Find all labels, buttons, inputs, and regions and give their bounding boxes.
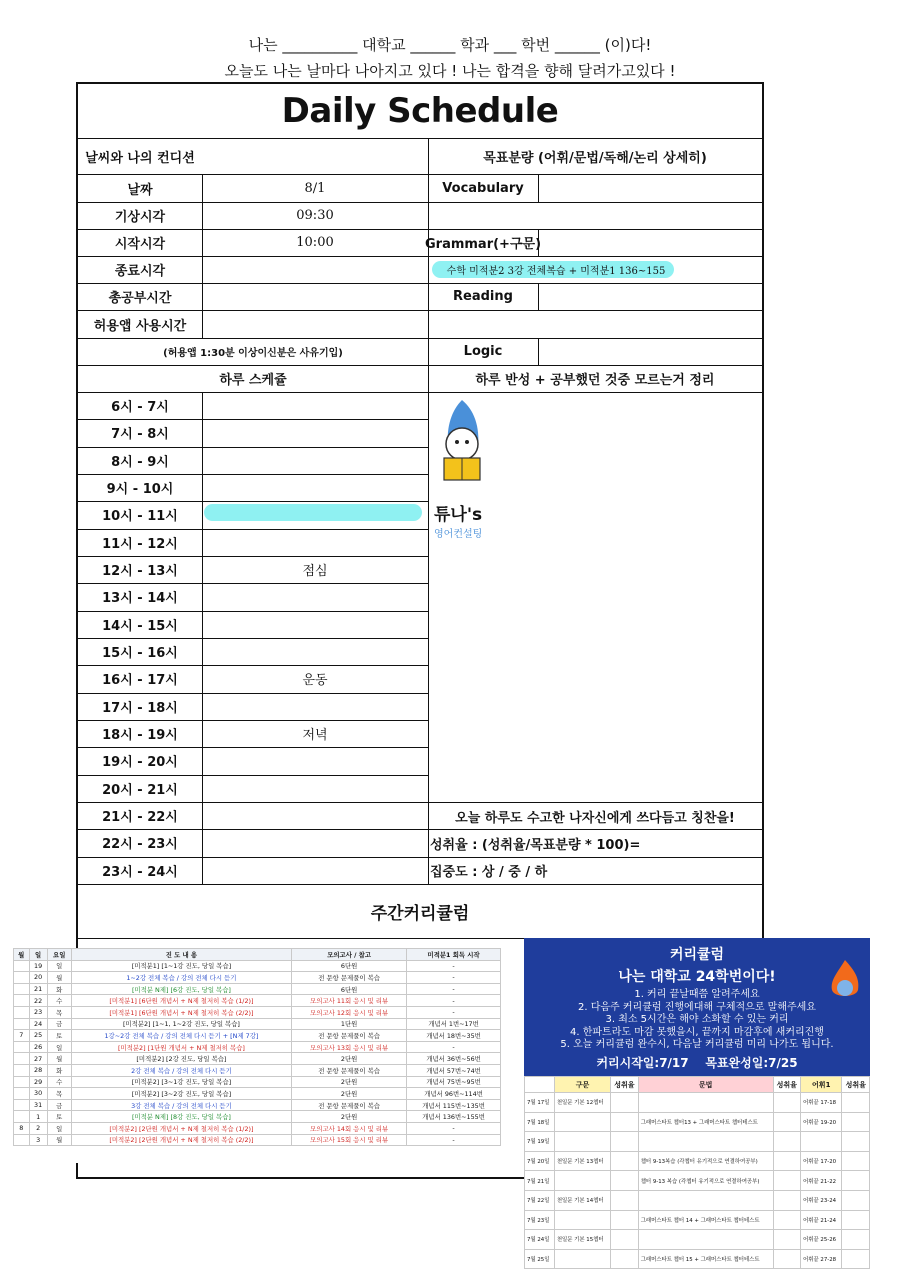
table-cell [611, 1132, 639, 1152]
table-row [525, 1190, 870, 1210]
table-cell: 개념서 18번~35번 [407, 1030, 501, 1042]
table-cell: 그래머스타트 챕터 15 + 그래머스타트 챕터테스트 [638, 1249, 773, 1269]
promo-header: 어휘1 [801, 1077, 842, 1093]
curriculum-table-image [13, 948, 501, 1163]
table-cell [611, 1190, 639, 1210]
table-cell: 전 문항 문제풀이 복습 [292, 1099, 407, 1111]
grammar-label: Grammar(+구문) [424, 237, 542, 252]
promo-header: 성취율 [842, 1077, 870, 1093]
table-cell: 22 [29, 995, 47, 1007]
table-cell [611, 1151, 639, 1171]
table-row [14, 1030, 501, 1042]
table-cell: 2단원 [292, 1076, 407, 1088]
table-cell: 모의고사 15회 응시 및 리뷰 [292, 1134, 407, 1146]
table-row [14, 960, 501, 972]
table-cell [638, 1132, 773, 1152]
hour-label: 12시 - 13시 [102, 564, 178, 580]
table-row [525, 1151, 870, 1171]
table-row [14, 1134, 501, 1146]
hour-label: 6시 - 7시 [111, 400, 169, 416]
table-cell: 20 [29, 972, 47, 984]
table-cell: 어휘끝 19-20 [801, 1112, 842, 1132]
table-cell [611, 1112, 639, 1132]
table-cell: 26 [29, 1041, 47, 1053]
table-cell: [미적분2] [3~2강 진도, 당일 복습] [71, 1088, 291, 1100]
table-row [14, 1122, 501, 1134]
promo-header: 성취율 [773, 1077, 801, 1093]
curriculum-header: 월 [14, 949, 30, 961]
table-cell: 1강~2강 전체 복습 / 강의 전체 다시 듣기 + [N제 7강] [71, 1030, 291, 1042]
table-cell: 수 [47, 1076, 71, 1088]
promo-header: 성취율 [611, 1077, 639, 1093]
table-row [14, 1076, 501, 1088]
start-time-value[interactable]: 10:00 [296, 235, 334, 250]
table-cell: 28 [29, 1064, 47, 1076]
hour-label: 16시 - 17시 [102, 673, 178, 689]
table-cell: [미적분2] [2단원 개념서 + N제 철저히 복습 (1/2)] [71, 1122, 291, 1134]
table-cell: 화 [47, 983, 71, 995]
hour-label: 17시 - 18시 [102, 700, 178, 716]
logo-name: 튜나's [434, 505, 483, 525]
date-label: 날짜 [127, 182, 153, 198]
table-cell: - [407, 972, 501, 984]
table-cell: 개념서 115번~135번 [407, 1099, 501, 1111]
table-cell [842, 1112, 870, 1132]
table-cell: 어휘끝 25-26 [801, 1230, 842, 1250]
table-cell: - [407, 983, 501, 995]
rule-line [202, 392, 203, 884]
table-cell: 챕터 9-13 복습 (각챕터 유기적으로 연결하여공부) [638, 1171, 773, 1191]
table-cell [842, 1210, 870, 1230]
table-cell [638, 1190, 773, 1210]
curriculum-header: 일 [29, 949, 47, 961]
table-row [525, 1132, 870, 1152]
table-cell [554, 1132, 610, 1152]
curriculum-header: 요일 [47, 949, 71, 961]
table-row [14, 1064, 501, 1076]
promo-subtitle: 나는 대학교 24학번이다! [618, 969, 776, 985]
table-cell: 어휘끝 17-18 [801, 1093, 842, 1113]
table-cell: 천일문 기본 13챕터 [554, 1151, 610, 1171]
table-cell: 7월 17일 [525, 1093, 555, 1113]
weekly-curriculum-title: 주간커리큘럼 [370, 903, 470, 924]
promo-header: 문법 [638, 1077, 773, 1093]
table-cell [14, 1111, 30, 1123]
curriculum-promo [524, 938, 870, 1264]
table-cell: 7 [14, 1030, 30, 1042]
rule-line [538, 174, 539, 202]
curriculum-header: 미적분1 회독 시작 [407, 949, 501, 961]
table-cell [14, 983, 30, 995]
promo-start: 커리시작일:7/17 [596, 1055, 689, 1070]
table-cell: 7월 18일 [525, 1112, 555, 1132]
table-row [14, 1041, 501, 1053]
hour-label: 13시 - 14시 [102, 591, 178, 607]
table-cell: 어휘끝 27-28 [801, 1249, 842, 1269]
table-cell: 3강 전체 복습 / 강의 전체 다시 듣기 [71, 1099, 291, 1111]
table-cell: 29 [29, 1076, 47, 1088]
table-row [525, 1230, 870, 1250]
start-time-label: 시작시각 [114, 237, 166, 252]
hour-note[interactable]: 점심 [302, 564, 328, 580]
schedule-header: 하루 스케쥴 [219, 373, 287, 388]
table-cell [611, 1210, 639, 1230]
fire-mascot-icon [826, 958, 864, 1002]
table-cell [611, 1230, 639, 1250]
promo-item: 4. 한파트라도 마감 못했을시, 끝까지 마감후에 새커리진행 [570, 1026, 824, 1038]
table-cell [638, 1093, 773, 1113]
table-cell: 모의고사 14회 응시 및 리뷰 [292, 1122, 407, 1134]
table-cell: - [407, 1041, 501, 1053]
table-cell: - [407, 1006, 501, 1018]
table-cell [14, 1053, 30, 1065]
table-cell: 목 [47, 1006, 71, 1018]
hour-label: 18시 - 19시 [102, 728, 178, 744]
table-cell: 일 [47, 1122, 71, 1134]
table-cell: 7월 24일 [525, 1230, 555, 1250]
table-cell: 2 [29, 1122, 47, 1134]
table-cell: 27 [29, 1053, 47, 1065]
table-cell [14, 1099, 30, 1111]
logic-label: Logic [463, 344, 503, 359]
table-cell [773, 1151, 801, 1171]
table-cell: [미적분2] [2단원 개념서 + N제 철저히 복습 (2/2)] [71, 1134, 291, 1146]
table-row [14, 1088, 501, 1100]
table-row [14, 1018, 501, 1030]
table-cell [14, 1134, 30, 1146]
goal-header: 목표분량 (어휘/문법/독해/논리 상세히) [483, 150, 707, 166]
wake-time-label: 기상시각 [114, 210, 166, 225]
table-cell: 24 [29, 1018, 47, 1030]
table-cell [611, 1093, 639, 1113]
table-cell: 금 [47, 1099, 71, 1111]
table-cell [14, 960, 30, 972]
table-cell: 전 문항 문제풀이 복습 [292, 972, 407, 984]
app-note: (허용앱 1:30분 이상이신분은 사유기입) [163, 348, 343, 359]
table-cell: 천일문 기본 15챕터 [554, 1230, 610, 1250]
table-cell: 2강 전체 복습 / 강의 전체 다시 듣기 [71, 1064, 291, 1076]
table-row [14, 1006, 501, 1018]
hour-note[interactable]: 저녁 [302, 728, 328, 744]
table-cell: 2단원 [292, 1111, 407, 1123]
table-cell [554, 1249, 610, 1269]
table-cell [611, 1249, 639, 1269]
weather-label: 날씨와 나의 컨디션 [85, 150, 195, 166]
table-row [525, 1112, 870, 1132]
table-row [14, 1111, 501, 1123]
reflect-header: 하루 반성 + 공부했던 것중 모르는거 정리 [475, 373, 715, 388]
table-cell: - [407, 1134, 501, 1146]
table-cell: 어휘끝 17-20 [801, 1151, 842, 1171]
table-cell: 그래머스타트 챕터 14 + 그래머스타트 챕터테스트 [638, 1210, 773, 1230]
reading-label: Reading [453, 289, 513, 304]
table-row [525, 1210, 870, 1230]
table-cell: 8 [14, 1122, 30, 1134]
table-cell: 30 [29, 1088, 47, 1100]
table-cell: [미적분1] [6단원 개념서 + N제 철저히 복습 (2/2)] [71, 1006, 291, 1018]
table-cell: [미적분1] [1~1강 진도, 당일 복습] [71, 960, 291, 972]
table-cell: 21 [29, 983, 47, 995]
table-cell: - [407, 1122, 501, 1134]
promo-title: 커리큘럼 [669, 947, 725, 963]
table-cell: 2단원 [292, 1053, 407, 1065]
date-value[interactable]: 8/1 [304, 180, 326, 196]
hour-label: 23시 - 24시 [102, 864, 178, 880]
table-cell: 3 [29, 1134, 47, 1146]
table-cell [14, 995, 30, 1007]
table-row [14, 972, 501, 984]
hour-label: 20시 - 21시 [102, 782, 178, 798]
table-cell: 어휘끝 21-24 [801, 1210, 842, 1230]
table-cell: 수 [47, 995, 71, 1007]
table-cell [842, 1230, 870, 1250]
table-cell [773, 1249, 801, 1269]
hour-note[interactable]: 운동 [302, 673, 328, 689]
table-cell [14, 972, 30, 984]
table-cell [14, 1076, 30, 1088]
table-cell [773, 1093, 801, 1113]
table-cell: 1 [29, 1111, 47, 1123]
promo-goal: 목표완성일:7/25 [705, 1055, 798, 1070]
hour-label: 14시 - 15시 [102, 618, 178, 634]
table-cell: 31 [29, 1099, 47, 1111]
table-cell [14, 1006, 30, 1018]
table-cell: 19 [29, 960, 47, 972]
table-cell: [미적분2] [1~1, 1~2강 진도, 당일 복습] [71, 1018, 291, 1030]
table-cell: 7월 19일 [525, 1132, 555, 1152]
table-cell: 월 [47, 972, 71, 984]
table-cell: 7월 23일 [525, 1210, 555, 1230]
curriculum-header: 진 도 내 용 [71, 949, 291, 961]
table-cell: 모의고사 11회 응시 및 리뷰 [292, 995, 407, 1007]
tuna-mascot-icon [434, 396, 494, 496]
page-title: Daily Schedule [281, 91, 559, 131]
wake-time-value[interactable]: 09:30 [296, 208, 334, 223]
table-cell: 목 [47, 1088, 71, 1100]
rule-line [538, 283, 539, 310]
table-cell: 6단원 [292, 960, 407, 972]
table-cell: 일 [47, 1041, 71, 1053]
promo-items [532, 989, 862, 1052]
intro-line-2: 오늘도 나는 날마다 나아지고 있다 ! 나는 합격을 향해 달려가고있다 ! [224, 62, 676, 80]
table-cell: [미적분2] [1단원 개념서 + N제 철저히 복습] [71, 1041, 291, 1053]
table-cell: 7월 21일 [525, 1171, 555, 1191]
vocabulary-label: Vocabulary [442, 180, 524, 196]
promo-item: 5. 오늘 커리큘럼 완수시, 다음날 커리큘럼 미리 나가도 됩니다. [560, 1039, 834, 1050]
table-cell [14, 1041, 30, 1053]
grammar-note[interactable]: 수학 미적분2 3강 전체복습 + 미적분1 136~155 [446, 266, 666, 277]
table-cell: 천일문 기본 14챕터 [554, 1190, 610, 1210]
promo-table [524, 1076, 870, 1269]
end-time-label: 종료시각 [114, 264, 166, 279]
table-cell: 화 [47, 1064, 71, 1076]
logo-sub: 영어컨설팅 [434, 529, 483, 540]
table-cell: 어휘끝 23-24 [801, 1190, 842, 1210]
table-cell: 월 [47, 1053, 71, 1065]
table-cell: 토 [47, 1111, 71, 1123]
hour-label: 9시 - 10시 [106, 482, 174, 498]
hour-label: 8시 - 9시 [111, 454, 169, 470]
table-cell: [미적분2] [2강 진도, 당일 복습] [71, 1053, 291, 1065]
curriculum-header: 모의고사 / 참고 [292, 949, 407, 961]
table-cell [611, 1171, 639, 1191]
table-row [525, 1093, 870, 1113]
table-cell: 챕터 9-13복습 (각챕터 유기적으로 연결하여공부) [638, 1151, 773, 1171]
hour-label: 22시 - 23시 [102, 837, 178, 853]
table-cell: 개념서 96번~114번 [407, 1088, 501, 1100]
table-cell [554, 1210, 610, 1230]
table-cell: 전 문항 문제풀이 복습 [292, 1030, 407, 1042]
table-row [14, 1053, 501, 1065]
table-cell: [미적분 N제] [8강 진도, 당일 복습] [71, 1111, 291, 1123]
table-cell: [미적분1] [6단원 개념서 + N제 철저히 복습 (1/2)] [71, 995, 291, 1007]
promo-item: 1. 커리 끝날때쯤 알려주세요 [634, 989, 760, 1000]
table-cell: 그래머스타트 챕터13 + 그래머스타트 챕터테스트 [638, 1112, 773, 1132]
table-cell: 천일문 기본 12챕터 [554, 1093, 610, 1113]
table-cell: [미적분 N제] [6강 진도, 당일 복습] [71, 983, 291, 995]
table-cell [773, 1210, 801, 1230]
hour-label: 7시 - 8시 [111, 427, 169, 443]
promo-item: 3. 최소 5시간은 해야 소화할 수 있는 커리 [605, 1014, 789, 1025]
table-cell [773, 1230, 801, 1250]
table-cell: 일 [47, 960, 71, 972]
hour-label: 10시 - 11시 [102, 509, 178, 525]
hour-label: 11시 - 12시 [102, 536, 178, 552]
table-row [14, 983, 501, 995]
praise-text: 오늘 하루도 수고한 나자신에게 쓰다듬고 칭찬을! [455, 811, 735, 826]
table-cell: 어휘끝 21-22 [801, 1171, 842, 1191]
table-cell: 23 [29, 1006, 47, 1018]
table-row [14, 1099, 501, 1111]
table-row [525, 1171, 870, 1191]
table-cell: 25 [29, 1030, 47, 1042]
table-cell: - [407, 960, 501, 972]
total-study-label: 총공부시간 [108, 291, 172, 306]
focus-text: 집중도 : 상 / 중 / 하 [430, 865, 548, 880]
table-cell [554, 1112, 610, 1132]
table-cell [842, 1190, 870, 1210]
table-cell: 7월 22일 [525, 1190, 555, 1210]
table-cell: 토 [47, 1030, 71, 1042]
promo-header: 구문 [554, 1077, 610, 1093]
table-cell [842, 1171, 870, 1191]
intro-line-1: 나는 __________ 대학교 ______ 학과 ___ 학번 ______ (이)다! [248, 36, 652, 54]
table-cell [773, 1190, 801, 1210]
table-cell [14, 1018, 30, 1030]
curriculum-table [13, 948, 501, 1146]
table-cell: 금 [47, 1018, 71, 1030]
table-cell: - [407, 995, 501, 1007]
table-cell: 7월 25일 [525, 1249, 555, 1269]
rule-line [538, 338, 539, 365]
hour-10-highlight [204, 504, 422, 521]
table-cell [842, 1151, 870, 1171]
achievement-text: 성취율 : (성취율/목표분량 * 100)= [430, 838, 641, 853]
table-cell: 월 [47, 1134, 71, 1146]
table-cell [638, 1230, 773, 1250]
table-cell: 모의고사 13회 응시 및 리뷰 [292, 1041, 407, 1053]
table-cell [773, 1112, 801, 1132]
promo-header [525, 1077, 555, 1093]
table-cell: [미적분2] [3~1강 진도, 당일 복습] [71, 1076, 291, 1088]
table-cell: 전 문항 문제풀이 복습 [292, 1064, 407, 1076]
table-cell: 개념서 75번~95번 [407, 1076, 501, 1088]
hour-label: 15시 - 16시 [102, 646, 178, 662]
table-cell [14, 1064, 30, 1076]
table-cell: 2단원 [292, 1088, 407, 1100]
table-cell: 7월 20일 [525, 1151, 555, 1171]
promo-item: 2. 다음주 커리큘럼 진행에대해 구체적으로 말해주세요 [578, 1001, 816, 1013]
tuna-logo [434, 396, 494, 540]
table-cell: 1단원 [292, 1018, 407, 1030]
table-cell: 6단원 [292, 983, 407, 995]
table-cell: 개념서 36번~56번 [407, 1053, 501, 1065]
table-cell [842, 1249, 870, 1269]
table-cell: 개념서 1번~17번 [407, 1018, 501, 1030]
app-time-label: 허용앱 사용시간 [93, 318, 187, 334]
table-cell: 개념서 57번~74번 [407, 1064, 501, 1076]
table-row [14, 995, 501, 1007]
hour-label: 21시 - 22시 [102, 810, 178, 826]
table-cell [773, 1132, 801, 1152]
table-row [525, 1249, 870, 1269]
table-cell [842, 1132, 870, 1152]
table-cell [554, 1171, 610, 1191]
table-cell [14, 1088, 30, 1100]
hour-label: 19시 - 20시 [102, 755, 178, 771]
table-cell: 개념서 136번~155번 [407, 1111, 501, 1123]
table-cell [773, 1171, 801, 1191]
table-cell [801, 1132, 842, 1152]
table-cell [842, 1093, 870, 1113]
table-cell: 모의고사 12회 응시 및 리뷰 [292, 1006, 407, 1018]
table-cell: 1~2강 전체 복습 / 강의 전체 다시 듣기 [71, 972, 291, 984]
